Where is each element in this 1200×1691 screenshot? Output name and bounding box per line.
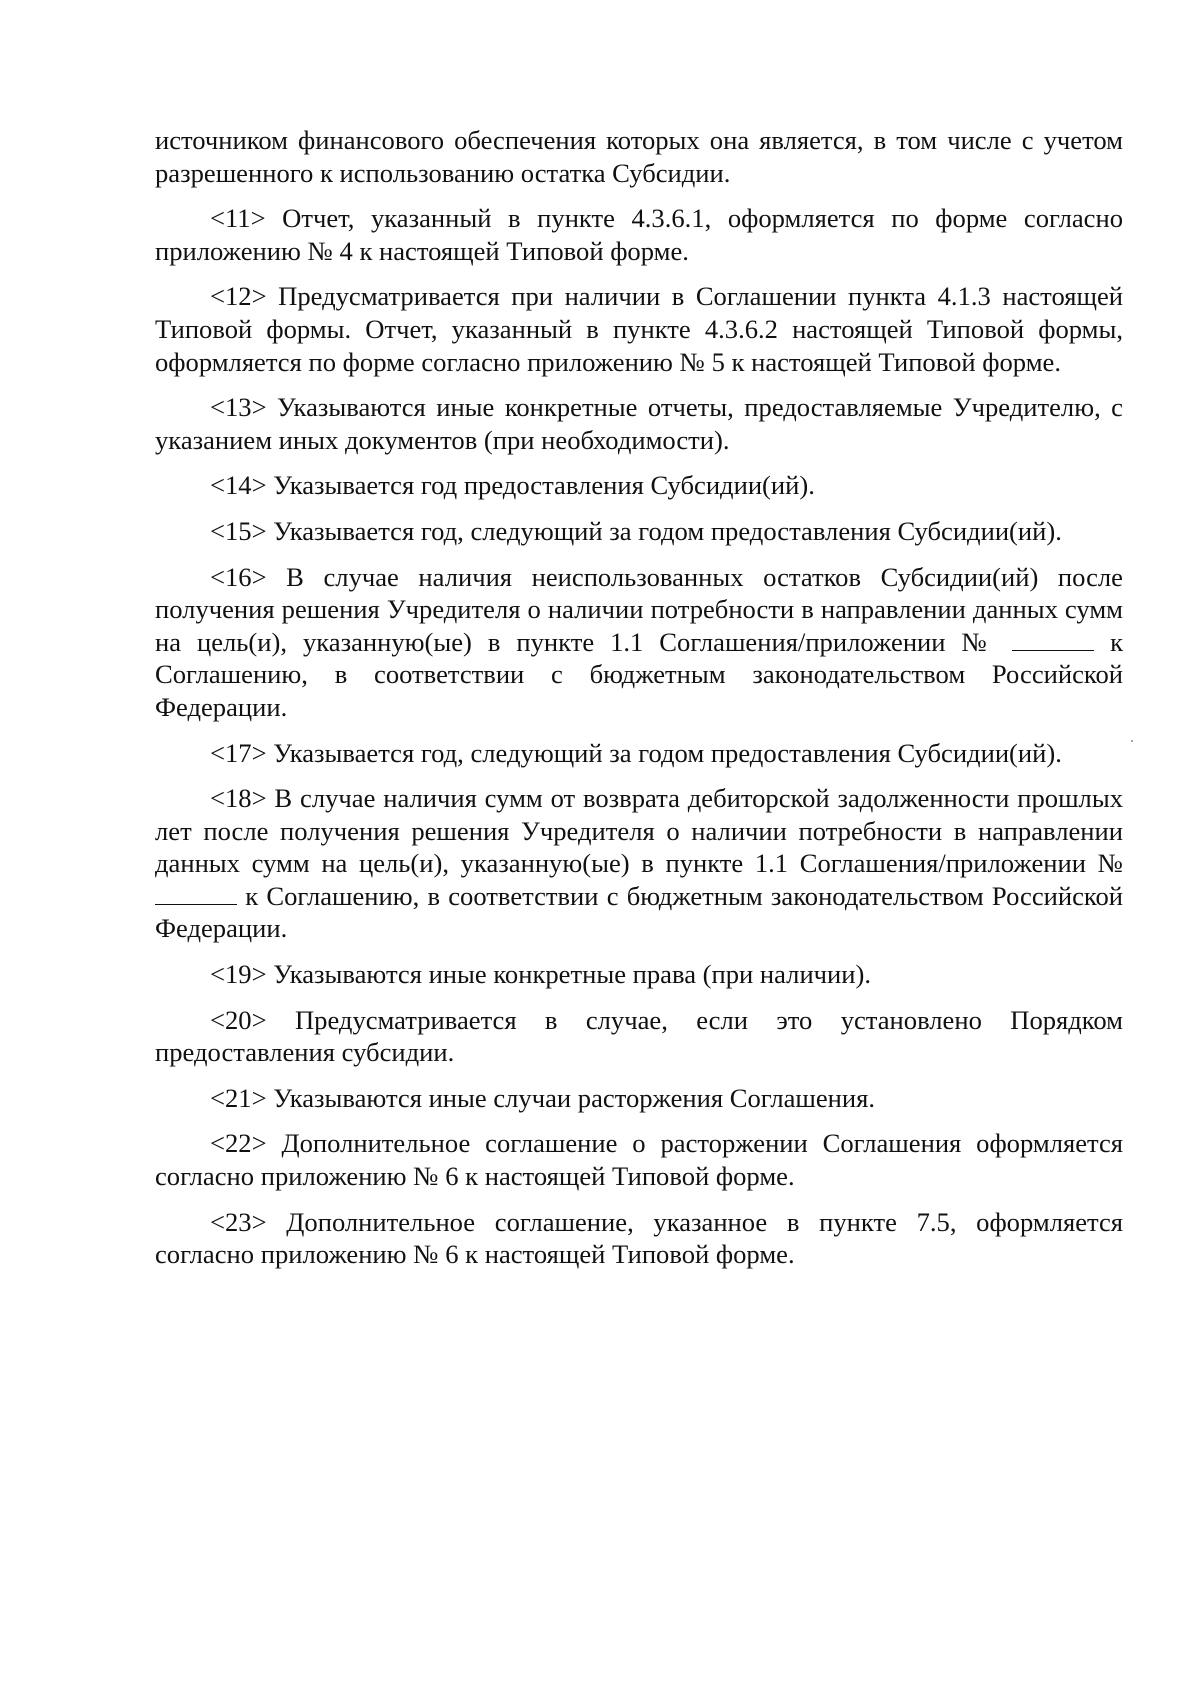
footnote-18-text-before: <18> В случае наличия сумм от возврата дебиторской задолженности прошлых лет после получения решения Учредителя о наличии потребности в направлении данных сумм на цель(и), указанную(ые) в пункте 1.1 Соглашения/приложении № <box>155 783 1123 879</box>
fill-in-blank <box>155 884 237 905</box>
document-page <box>155 124 1123 1284</box>
footnote-14: <14> Указывается год предоставления Субсидии(ий). <box>210 470 815 501</box>
footnote-16-text-after: к Соглашению, в соответствии с бюджетным законодательством Российской Федерации. <box>155 626 1124 722</box>
footnote-16-text-before: <16> В случае наличия неиспользованных остатков Субсидии(ий) после получения решения Учредителя о наличии потребности в направлении данных сумм на цель(и), указанную(ые) в пункте 1.1 Соглашения/приложении № <box>155 561 1123 657</box>
footnote-18-text-after: к Соглашению, в соответствии с бюджетным законодательством Российской Федерации. <box>155 880 1123 944</box>
footnote-22: <22> Дополнительное соглашение о расторжении Соглашения оформляется согласно приложению № 6 к настоящей Типовой форме. <box>155 1128 1123 1192</box>
fill-in-blank <box>1012 630 1094 651</box>
footnote-21: <21> Указываются иные случаи расторжения Соглашения. <box>210 1082 876 1113</box>
footnote-18 <box>155 782 1123 945</box>
paragraph-continuation: источником финансового обеспечения которых она является, в том числе с учетом разрешенного к использованию остатка Субсидии. <box>155 125 1123 188</box>
footnote-11: <11> Отчет, указанный в пункте 4.3.6.1, оформляется по форме согласно приложению № 4 к настоящей Типовой форме. <box>155 203 1123 266</box>
scan-speck <box>1131 740 1133 742</box>
footnote-19: <19> Указываются иные конкретные права (при наличии). <box>210 959 872 990</box>
footnote-16 <box>155 561 1123 724</box>
footnote-13: <13> Указываются иные конкретные отчеты, предоставляемые Учредителю, с указанием иных документов (при необходимости). <box>155 392 1123 455</box>
footnote-15: <15> Указывается год, следующий за годом предоставления Субсидии(ий). <box>210 515 1062 546</box>
footnote-23: <23> Дополнительное соглашение, указанное в пункте 7.5, оформляется согласно приложению № 6 к настоящей Типовой форме. <box>155 1206 1123 1270</box>
footnote-20: <20> Предусматривается в случае, если это установлено Порядком предоставления субсидии. <box>155 1004 1123 1068</box>
footnote-12: <12> Предусматривается при наличии в Соглашении пункта 4.1.3 настоящей Типовой формы. Отчет, указанный в пункте 4.3.6.2 настоящей Типовой формы, оформляется по форме согласно приложению № 5 к настоящей Типовой форме. <box>155 281 1123 377</box>
footnote-17: <17> Указывается год, следующий за годом предоставления Субсидии(ий). <box>210 737 1062 768</box>
